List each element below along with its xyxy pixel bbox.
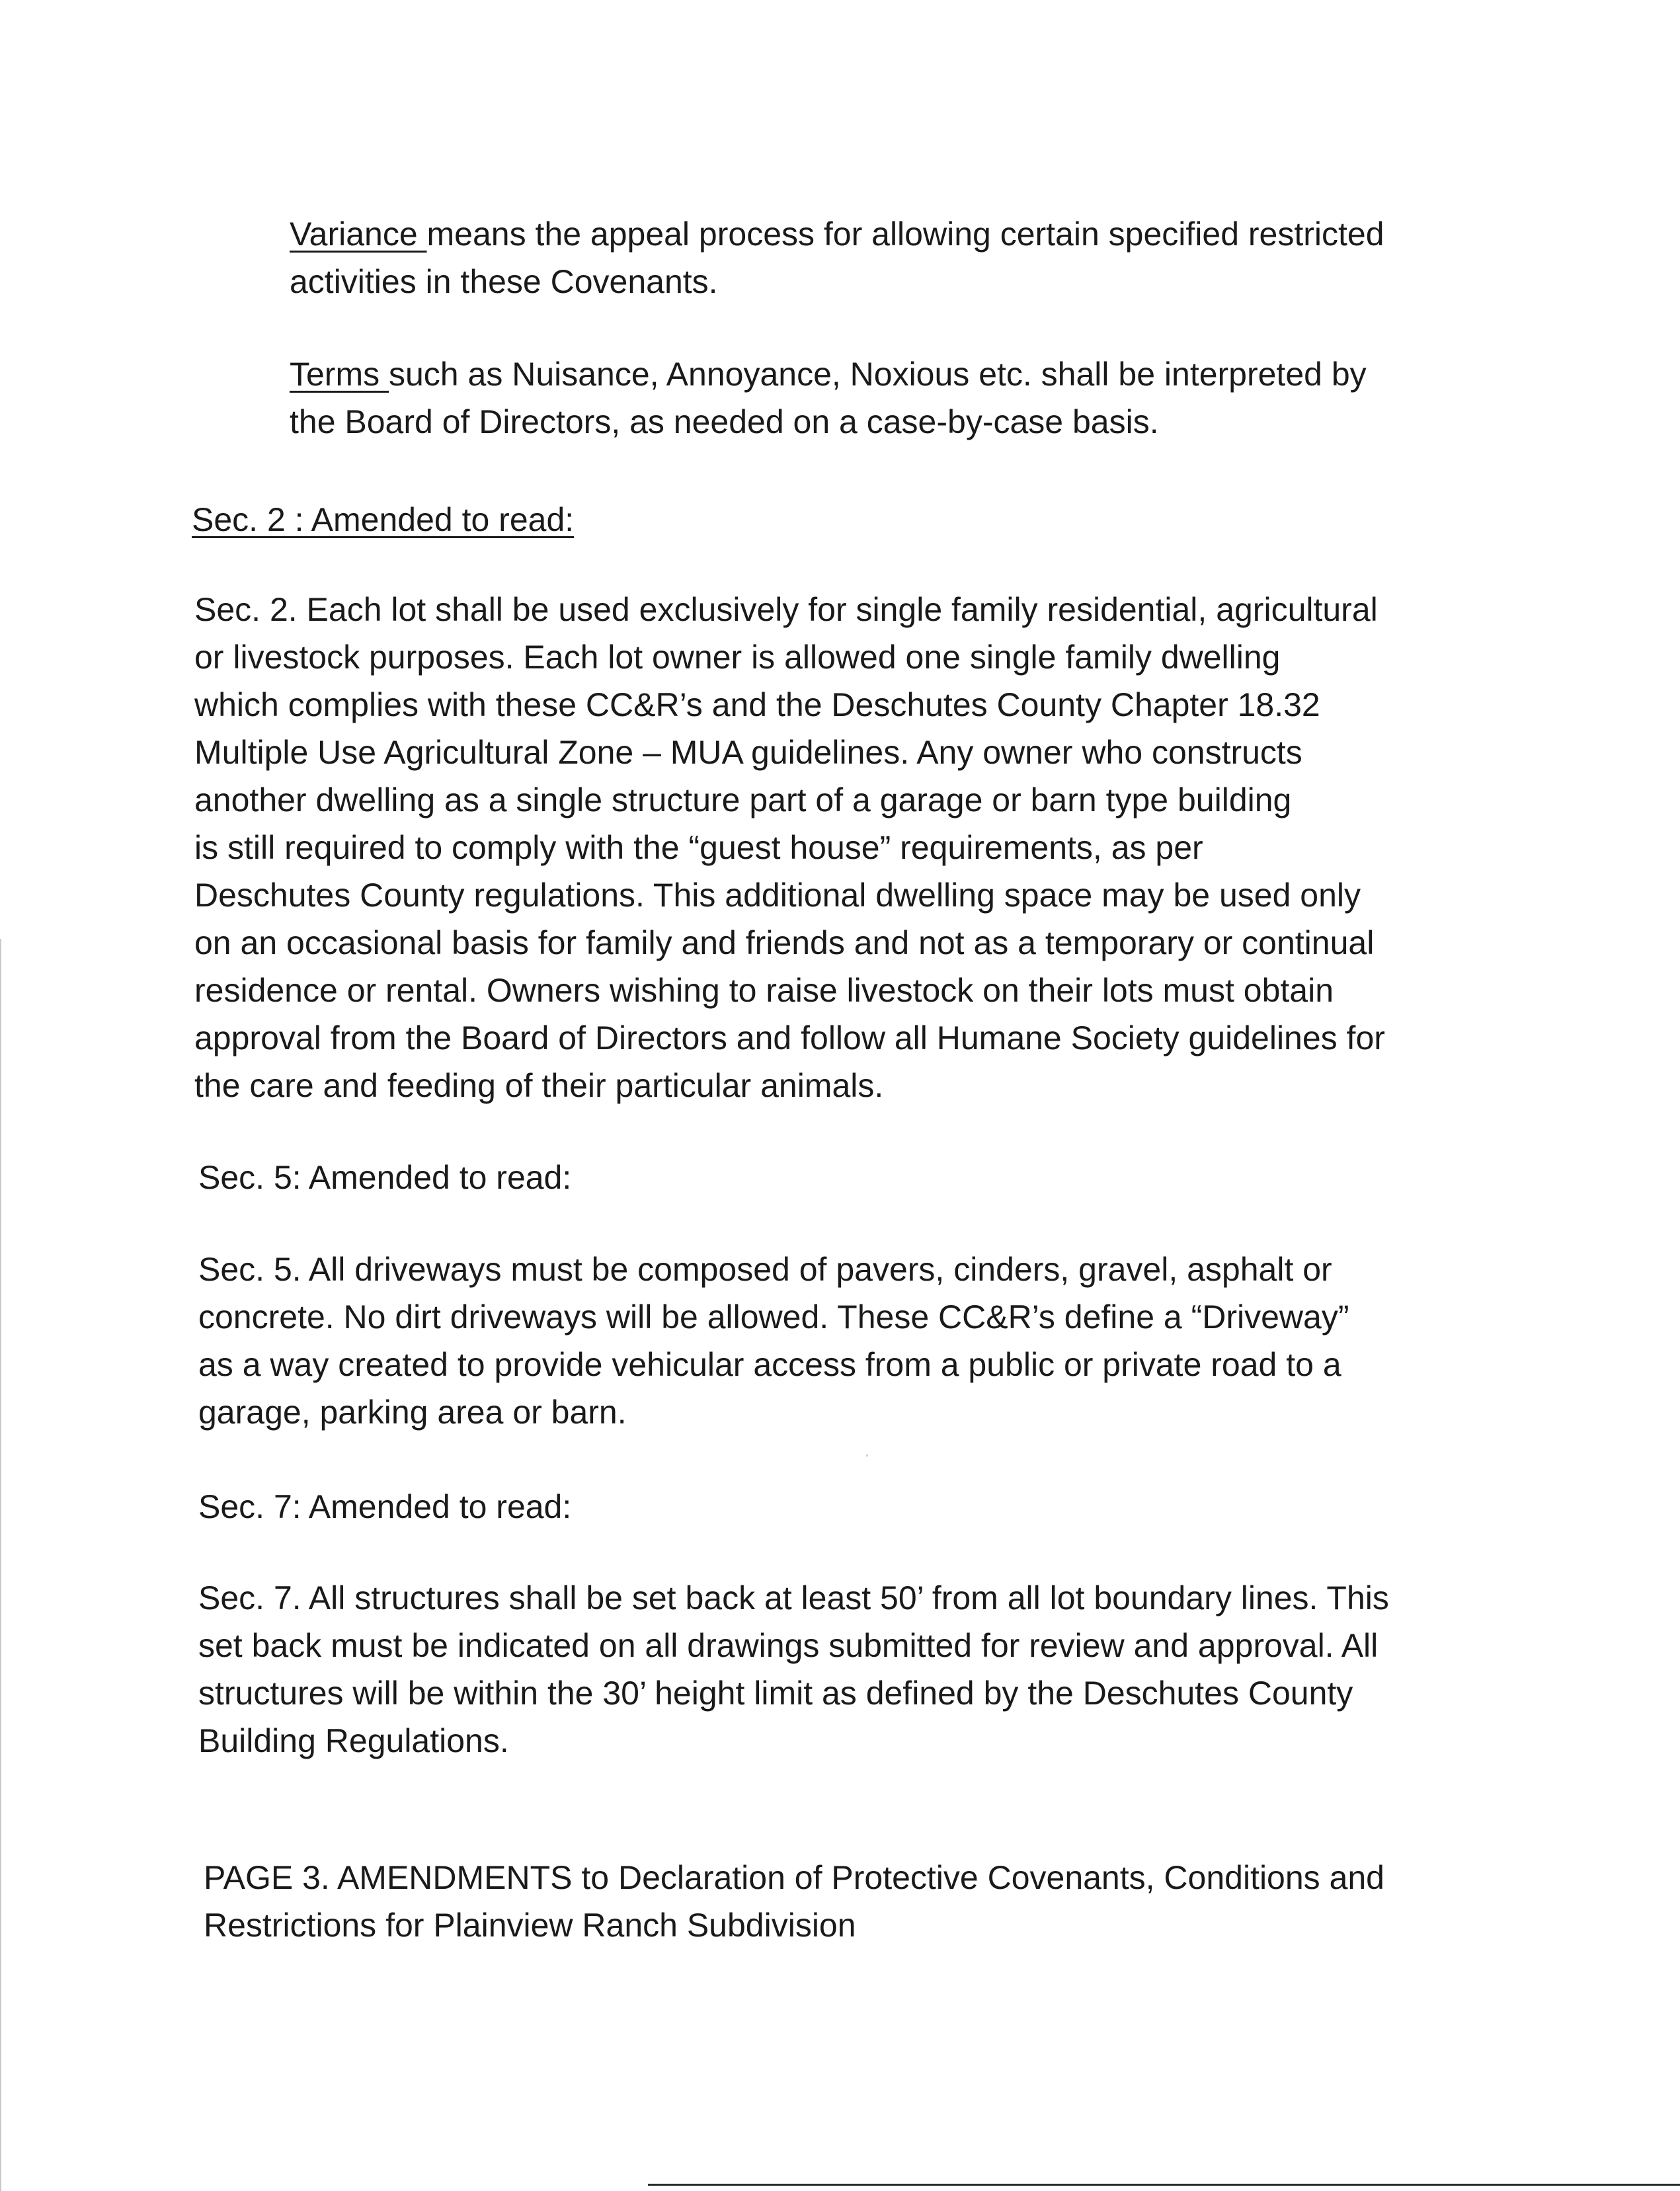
- definition-terms: [290, 350, 1367, 446]
- sec7-heading: Sec. 7: Amended to read:: [198, 1488, 572, 1525]
- page-footer: [204, 1854, 1384, 1949]
- sec5-line: Sec. 5. All driveways must be composed of pavers, cinders, gravel, asphalt or: [198, 1251, 1332, 1288]
- sec2-line: Deschutes County regulations. This additional dwelling space may be used only: [194, 877, 1361, 914]
- sec2-heading: Sec. 2 : Amended to read:: [192, 501, 575, 538]
- page-footer-line-1: PAGE 3. AMENDMENTS to Declaration of Protective Covenants, Conditions and: [204, 1859, 1384, 1896]
- sec2-body: [194, 586, 1385, 1109]
- sec7-body: [198, 1574, 1389, 1765]
- sec7-line: Sec. 7. All structures shall be set back at least 50’ from all lot boundary lines. This: [198, 1579, 1389, 1616]
- scan-edge-bottom: [648, 2184, 1680, 2186]
- sec5-line: concrete. No dirt driveways will be allowed. These CC&R’s define a “Driveway”: [198, 1298, 1349, 1335]
- sec5-line: as a way created to provide vehicular access from a public or private road to a: [198, 1346, 1341, 1383]
- sec2-line: is still required to comply with the “guest house” requirements, as per: [194, 829, 1203, 866]
- sec2-line: or livestock purposes. Each lot owner is allowed one single family dwelling: [194, 639, 1281, 676]
- definition-term-terms: Terms: [290, 356, 389, 393]
- sec2-line: residence or rental. Owners wishing to raise livestock on their lots must obtain: [194, 972, 1334, 1009]
- sec5-body: [198, 1246, 1349, 1436]
- sec7-line: set back must be indicated on all drawings submitted for review and approval. All: [198, 1627, 1379, 1664]
- scan-speck: [866, 1454, 868, 1456]
- definition-terms-line-1: Terms such as Nuisance, Annoyance, Noxious etc. shall be interpreted by: [290, 356, 1367, 393]
- sec7-line: Building Regulations.: [198, 1722, 509, 1759]
- sec5-heading: Sec. 5: Amended to read:: [198, 1159, 572, 1196]
- definition-variance-line-2: activities in these Covenants.: [290, 263, 718, 300]
- sec2-line: Sec. 2. Each lot shall be used exclusively for single family residential, agricultural: [194, 591, 1378, 628]
- sec5-line: garage, parking area or barn.: [198, 1394, 627, 1431]
- page-footer-line-2: Restrictions for Plainview Ranch Subdivision: [204, 1907, 856, 1944]
- definition-term-variance: Variance: [290, 216, 427, 253]
- definition-terms-line-2: the Board of Directors, as needed on a case-by-case basis.: [290, 403, 1159, 440]
- sec7-line: structures will be within the 30’ height limit as defined by the Deschutes County: [198, 1675, 1353, 1712]
- scan-edge-left: [0, 939, 1, 2191]
- sec2-line: another dwelling as a single structure part of a garage or barn type building: [194, 781, 1292, 818]
- sec2-line: on an occasional basis for family and friends and not as a temporary or continual: [194, 924, 1375, 961]
- definition-variance: [290, 210, 1384, 305]
- sec2-line: which complies with these CC&R’s and the Deschutes County Chapter 18.32: [194, 686, 1320, 723]
- sec2-line: the care and feeding of their particular animals.: [194, 1067, 884, 1104]
- definition-variance-line-1: Variance means the appeal process for allowing certain specified restricted: [290, 216, 1384, 253]
- sec2-line: Multiple Use Agricultural Zone – MUA guidelines. Any owner who constructs: [194, 734, 1302, 771]
- sec2-line: approval from the Board of Directors and follow all Humane Society guidelines for: [194, 1019, 1385, 1056]
